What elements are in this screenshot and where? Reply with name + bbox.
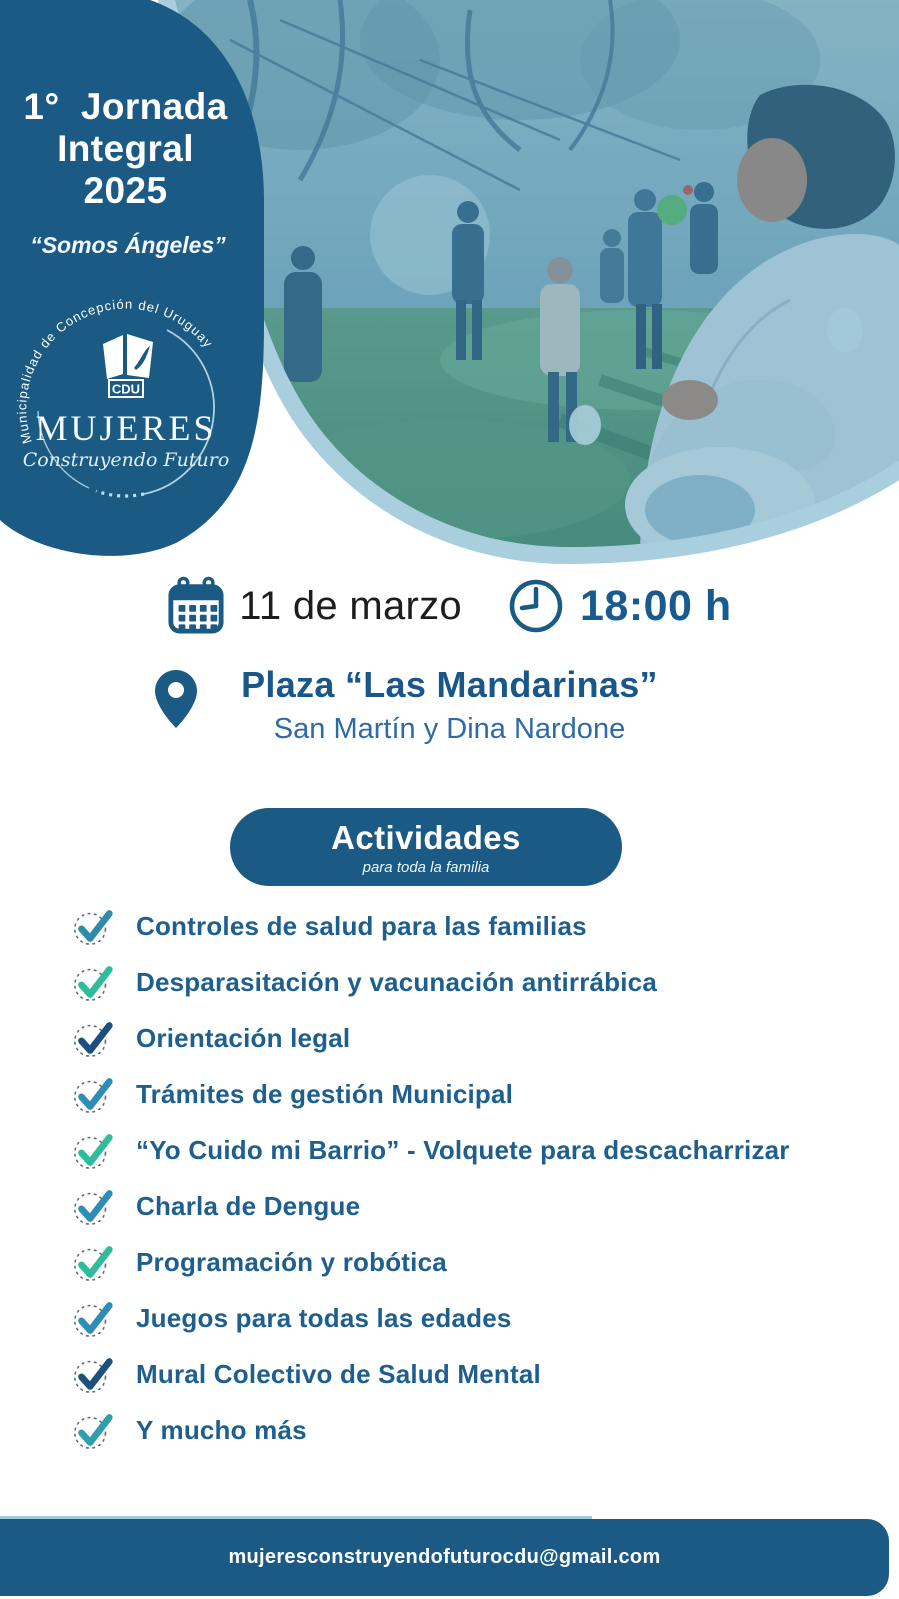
list-item xyxy=(70,903,880,949)
list-item xyxy=(70,1127,880,1173)
organization-logo xyxy=(6,288,246,528)
list-item xyxy=(70,959,880,1005)
event-date: 11 de marzo xyxy=(239,583,462,628)
clock-icon xyxy=(508,578,564,634)
activity-label: Charla de Dengue xyxy=(136,1190,361,1221)
check-icon xyxy=(70,903,116,949)
activity-label: Juegos para todas las edades xyxy=(136,1302,512,1333)
list-item xyxy=(70,1015,880,1061)
logo-arc-text: Municipalidad de Concepción del Uruguay xyxy=(14,296,217,446)
map-pin-icon xyxy=(155,670,197,730)
list-item xyxy=(70,1239,880,1285)
logo-name: MUJERES xyxy=(35,408,217,448)
check-icon xyxy=(70,959,116,1005)
check-icon xyxy=(70,1295,116,1341)
hero-section xyxy=(0,0,899,600)
title-line-1: 1° Jornada xyxy=(23,86,228,127)
datetime-row xyxy=(0,566,899,646)
activity-label: Programación y robótica xyxy=(136,1246,447,1277)
activity-label: Controles de salud para las familias xyxy=(136,910,587,941)
event-time: 18:00 h xyxy=(579,581,732,630)
check-icon xyxy=(70,1071,116,1117)
activity-label: Desparasitación y vacunación antirrábica xyxy=(136,966,657,997)
contact-email: mujeresconstruyendofuturocdu@gmail.com xyxy=(228,1546,661,1568)
check-icon xyxy=(70,1015,116,1061)
event-place: Plaza “Las Mandarinas” xyxy=(241,664,658,705)
list-item xyxy=(70,1183,880,1229)
check-icon xyxy=(70,1407,116,1453)
event-photo xyxy=(160,0,899,563)
list-item xyxy=(70,1407,880,1453)
list-item xyxy=(70,1071,880,1117)
date-group xyxy=(167,574,462,638)
activity-label: Mural Colectivo de Salud Mental xyxy=(136,1358,541,1389)
calendar-icon xyxy=(167,574,225,638)
activities-title: Actividades xyxy=(331,818,521,856)
activity-label: Trámites de gestión Municipal xyxy=(136,1078,514,1109)
time-group xyxy=(508,578,732,634)
title-line-2: Integral xyxy=(57,127,194,169)
slogan: “Somos Ángeles” xyxy=(30,232,226,258)
check-icon xyxy=(70,1351,116,1397)
footer-bar xyxy=(0,1519,889,1596)
activities-list xyxy=(70,903,880,1463)
check-icon xyxy=(70,1239,116,1285)
check-icon xyxy=(70,1183,116,1229)
page-title xyxy=(8,86,243,211)
activities-header xyxy=(230,808,622,886)
logo-tagline: Construyendo Futuro xyxy=(22,449,230,471)
activity-label: “Yo Cuido mi Barrio” - Volquete para descacharrizar xyxy=(136,1134,790,1165)
check-icon xyxy=(70,1127,116,1173)
activity-label: Y mucho más xyxy=(136,1414,307,1445)
title-line-3: 2025 xyxy=(83,169,168,211)
location-row xyxy=(0,664,899,746)
list-item xyxy=(70,1351,880,1397)
list-item xyxy=(70,1295,880,1341)
event-address: San Martín y Dina Nardone xyxy=(273,713,626,745)
activity-label: Orientación legal xyxy=(136,1022,351,1053)
photo-blue-tint xyxy=(160,0,899,560)
activities-subtitle: para toda la familia xyxy=(362,858,490,876)
logo-emblem-label: CDU xyxy=(111,381,141,397)
